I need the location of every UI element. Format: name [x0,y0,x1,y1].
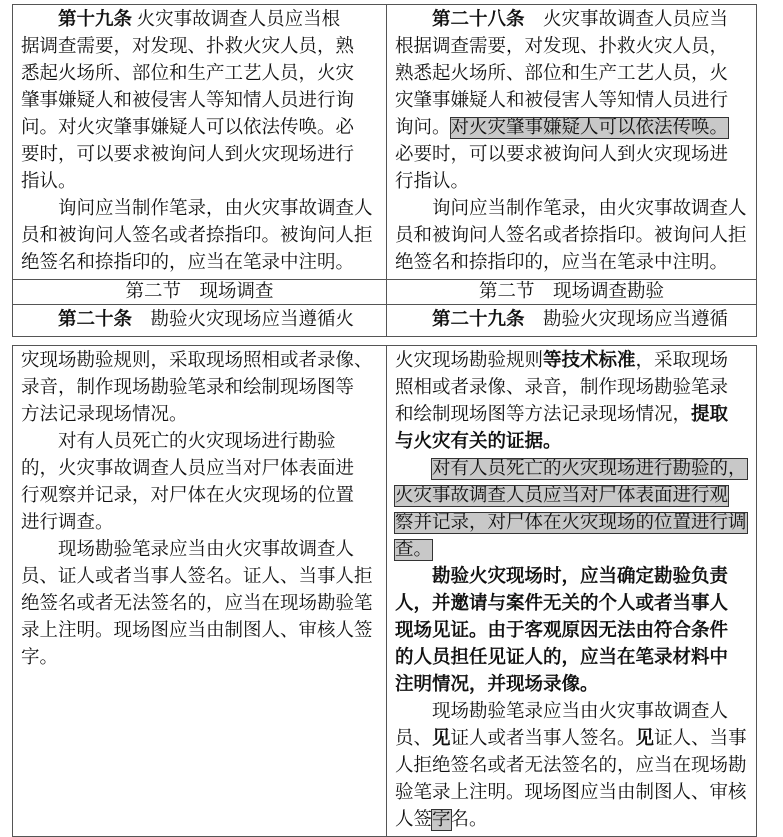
text-line [21,348,380,375]
text-segment: 的，火灾事故调查人员应当对尸体表面进 [21,459,355,479]
text-line [395,510,750,537]
old-text-cell [13,5,387,280]
text-segment: 根据调查需要，对发现、扑救火灾人员， [395,37,729,57]
text-line [395,429,750,456]
bold-text: 第二十八条 [432,10,525,30]
bold-text: 的人员担任见证人的，应当在笔录材料中 [395,648,729,668]
text-line [395,115,750,142]
text-line [395,672,750,699]
text-segment: 证人或者当事人签名。 [450,729,636,749]
text-line [395,223,750,250]
text-segment: 据调查需要，对发现、扑救火灾人员，熟 [21,37,355,57]
text-segment: 火灾事故调查人员应当根 [132,10,341,30]
text-segment: 员和被询问人签名或者捺指印。被询问人拒 [395,226,747,246]
text-segment: 绝签名和捺指印的，应当在笔录中注明。 [21,253,355,273]
paragraph [21,7,380,196]
text-line [21,250,380,277]
bold-text: 勘验火灾现场时，应当确定勘验负责 [432,567,729,587]
text-line [21,402,380,429]
text-segment: 肇事嫌疑人和被侵害人等知情人员进行询 [21,91,355,111]
text-line [21,196,380,223]
bold-text: 与火灾有关的证据。 [395,432,562,452]
text-segment: 员和被询问人签名或者捺指印。被询问人拒 [21,226,373,246]
text-line [21,88,380,115]
text-segment: 人拒绝签名或者无法签名的，应当在现场勘 [395,756,747,776]
section-heading-new: 第二节 现场调查勘验 [387,280,757,305]
new-text-cell [387,346,757,837]
article-number: 第二十条 [58,310,133,330]
bold-text: 现场见证。由于客观原因无法由符合条件 [395,621,729,641]
highlighted-text: 查。 [395,540,433,560]
bold-text: 提取 [691,405,729,425]
text-line [21,7,380,34]
text-line [395,699,750,726]
section-heading-old: 第二节 现场调查 [13,280,387,305]
highlighted-text: 字 [432,810,451,830]
paragraph [395,564,750,699]
highlighted-text: 察并记录，对尸体在火灾现场的位置进行调 [395,513,747,533]
table-row [13,346,757,837]
text-line [395,591,750,618]
text-line [21,645,380,672]
text-line [21,510,380,537]
text-line [395,7,750,34]
highlighted-text: 对有人员死亡的火灾现场进行勘验的， [432,459,747,479]
text-segment: 熟悉起火场所、部位和生产工艺人员，火 [395,64,729,84]
text-segment: 和绘制现场图等方法记录现场情况， [395,405,692,425]
text-line [21,456,380,483]
text-line [395,348,750,375]
bold-text: 注明情况，并现场录像。 [395,675,599,695]
text-segment: 员、 [395,729,433,749]
bold-text: 人，并邀请与案件无关的个人或者当事人 [395,594,729,614]
text-segment: 行观察并记录，对尸体在火灾现场的位置 [21,486,355,506]
text-line [395,807,750,834]
text-segment: 名。 [450,810,488,830]
text-line [21,375,380,402]
text-segment: 录音，制作现场勘验笔录和绘制现场图等 [21,378,355,398]
article-text: 勘验火灾现场应当遵循 [524,310,729,330]
bold-text: 等技术标准 [543,351,636,371]
text-segment: 指认。 [21,172,77,192]
text-segment: 悉起火场所、部位和生产工艺人员，火灾 [21,64,355,84]
bold-text: 见 [635,729,655,749]
section-row [13,280,757,305]
text-segment: 对有人员死亡的火灾现场进行勘验 [58,432,336,452]
text-segment: 验笔录上注明。现场图应当由制图人、审核 [395,783,747,803]
text-line [395,537,750,564]
paragraph [395,699,750,834]
paragraph [395,456,750,564]
text-segment: 必要时，可以要求被询问人到火灾现场进 [395,145,729,165]
text-line [21,483,380,510]
text-segment: 录上注明。现场图应当由制图人、审核人签 [21,621,373,641]
text-line [395,456,750,483]
text-segment: 询问应当制作笔录，由火灾事故调查人 [432,199,747,219]
text-line [21,169,380,196]
text-line [395,483,750,510]
text-segment: 火灾现场勘验规则 [395,351,544,371]
text-segment: ，采取现场 [635,351,729,371]
text-line [395,61,750,88]
text-line [395,780,750,807]
article-row [13,305,757,337]
article-number: 第二十九条 [432,310,525,330]
text-line [21,618,380,645]
text-line [21,429,380,456]
paragraph [395,7,750,196]
new-text-cell [387,5,757,280]
text-segment: 方法记录现场情况。 [21,405,188,425]
paragraph [21,429,380,537]
comparison-table-bottom [12,345,757,837]
text-line [21,564,380,591]
text-line [21,34,380,61]
highlighted-text: 火灾事故调查人员应当对尸体表面进行观 [395,486,729,506]
text-segment: 证人、当事 [654,729,747,749]
text-segment: 字。 [21,648,59,668]
text-segment: 照相或者录像、录音，制作现场勘验笔录 [395,378,729,398]
text-segment: 要时，可以要求被询问人到火灾现场进行 [21,145,355,165]
text-line [395,169,750,196]
text-segment: 火灾事故调查人员应当 [524,10,729,30]
paragraph [21,348,380,429]
text-line [21,591,380,618]
text-segment: 绝签名或者无法签名的，应当在现场勘验笔 [21,594,373,614]
text-line [395,196,750,223]
text-segment: 询问应当制作笔录，由火灾事故调查人 [58,199,373,219]
paragraph [21,537,380,672]
text-line [21,223,380,250]
text-line [395,753,750,780]
paragraph [395,196,750,277]
text-segment: 询问。 [395,118,451,138]
text-segment: 问。对火灾肇事嫌疑人可以依法传唤。必 [21,118,355,138]
text-line [395,88,750,115]
text-segment: 灾肇事嫌疑人和被侵害人等知情人员进行 [395,91,729,111]
article-text: 勘验火灾现场应当遵循火 [132,310,355,330]
text-segment: 人签 [395,810,433,830]
bold-text: 见 [432,729,451,749]
text-line [21,115,380,142]
article-heading-old [13,305,387,337]
text-line [395,645,750,672]
text-line [21,537,380,564]
text-segment: 进行调查。 [21,513,114,533]
text-segment: 灾现场勘验规则，采取现场照相或者录像、 [21,351,373,371]
paragraph [21,196,380,277]
text-line [395,618,750,645]
paragraph [395,348,750,456]
text-segment: 员、证人或者当事人签名。证人、当事人拒 [21,567,373,587]
text-line [395,726,750,753]
article-heading-new [387,305,757,337]
text-line [395,375,750,402]
text-line [21,61,380,88]
text-line [395,142,750,169]
text-line [395,402,750,429]
text-segment: 行指认。 [395,172,470,192]
text-segment: 现场勘验笔录应当由火灾事故调查人 [58,540,355,560]
highlighted-text: 对火灾肇事嫌疑人可以依法传唤。 [450,118,729,138]
text-line [395,250,750,277]
text-segment: 绝签名和捺指印的，应当在笔录中注明。 [395,253,729,273]
text-segment: 现场勘验笔录应当由火灾事故调查人 [432,702,729,722]
text-line [395,34,750,61]
old-text-cell [13,346,387,837]
bold-text: 第十九条 [58,10,133,30]
table-row [13,5,757,280]
text-line [395,564,750,591]
comparison-table-top [12,4,757,337]
text-line [21,142,380,169]
